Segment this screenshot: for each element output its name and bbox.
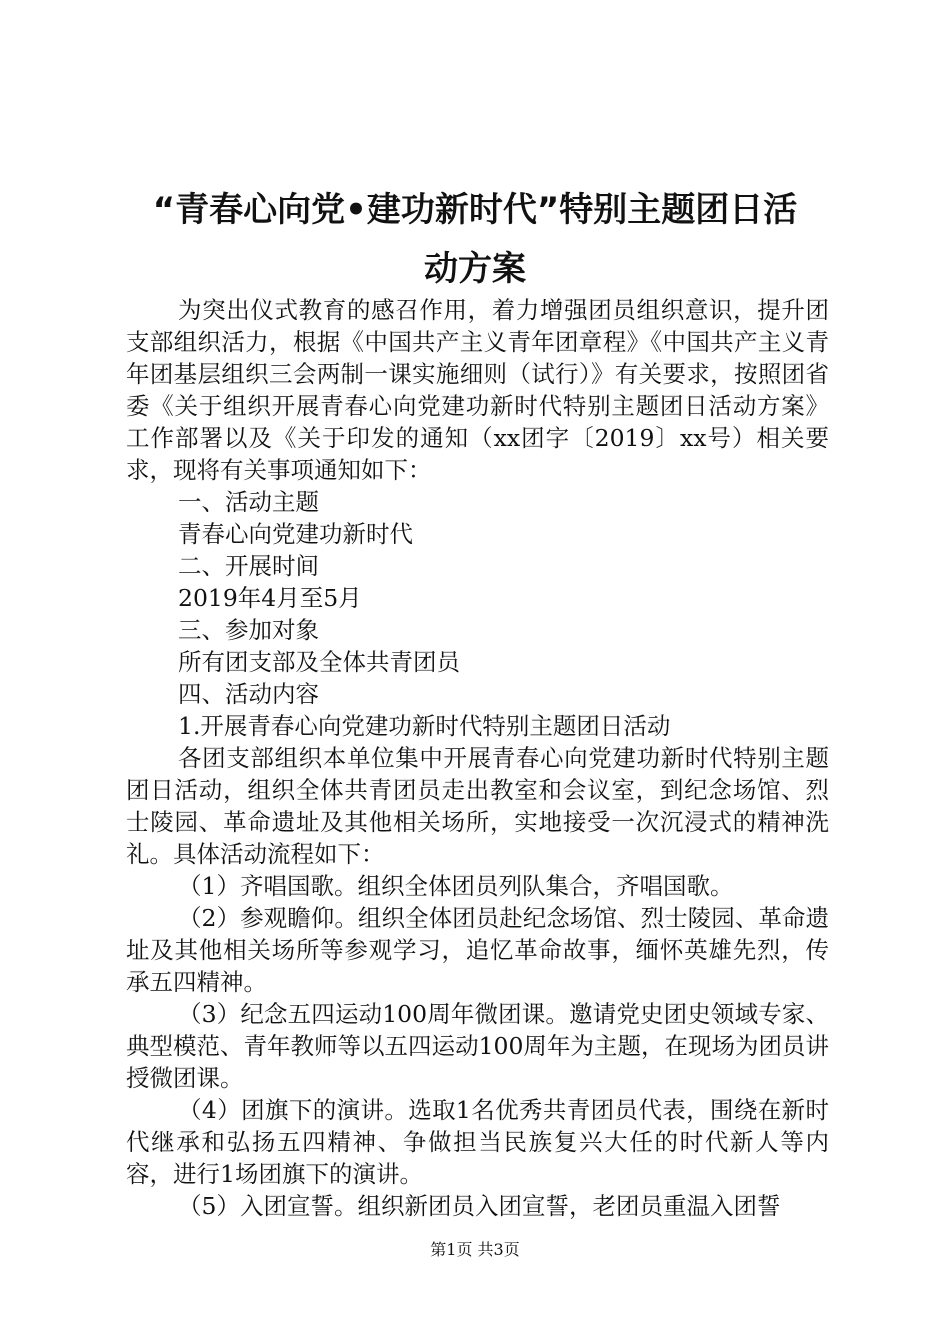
page-footer: 第1页 共3页 (430, 1240, 520, 1259)
paragraph: 所有团支部及全体共青团员 (178, 648, 460, 676)
paragraph: 二、开展时间 (178, 552, 319, 580)
paragraph: 各团支部组织本单位集中开展青春心向党建功新时代特别主题团日活动，组织全体共青团员走出教室和会议室，到纪念场馆、烈士陵园、革命遗址及其他相关场所，实地接受一次沉浸式的精神洗礼。具体活动流程如下： (126, 744, 829, 868)
paragraph: 2019年4月至5月 (178, 584, 362, 612)
document-body (126, 294, 829, 1222)
paragraph: 三、参加对象 (178, 616, 319, 644)
paragraph: 四、活动内容 (178, 680, 319, 708)
paragraph: （4）团旗下的演讲。选取1名优秀共青团员代表，围绕在新时代继承和弘扬五四精神、争做担当民族复兴大任的时代新人等内容，进行1场团旗下的演讲。 (126, 1096, 829, 1188)
paragraph: 1.开展青春心向党建功新时代特别主题团日活动 (178, 712, 671, 740)
paragraph: （2）参观瞻仰。组织全体团员赴纪念场馆、烈士陵园、革命遗址及其他相关场所等参观学习，追忆革命故事，缅怀英雄先烈，传承五四精神。 (126, 904, 829, 996)
paragraph: （3）纪念五四运动100周年微团课。邀请党史团史领域专家、典型模范、青年教师等以五四运动100周年为主题，在现场为团员讲授微团课。 (126, 1000, 829, 1092)
document-title-line1: “青春心向党•建功新时代”特别主题团日活 (152, 190, 798, 230)
paragraph: （5）入团宣誓。组织新团员入团宣誓，老团员重温入团誓 (178, 1192, 781, 1220)
paragraph: （1）齐唱国歌。组织全体团员列队集合，齐唱国歌。 (178, 872, 734, 900)
paragraph: 为突出仪式教育的感召作用，着力增强团员组织意识，提升团支部组织活力，根据《中国共产主义青年团章程》《中国共产主义青年团基层组织三会两制一课实施细则（试行）》有关要求，按照团省委《关于组织开展青春心向党建功新时代特别主题团日活动方案》工作部署以及《关于印发的通知（xx团字〔2019〕xx号）相关要求，现将有关事项通知如下： (126, 296, 829, 484)
paragraph: 青春心向党建功新时代 (178, 520, 413, 548)
paragraph: 一、活动主题 (178, 488, 319, 516)
document-title-line2: 动方案 (424, 249, 526, 289)
